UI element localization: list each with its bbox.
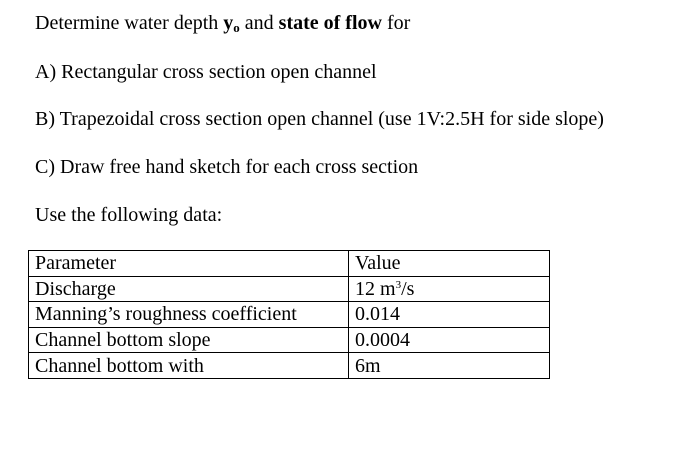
problem-statement [35, 11, 410, 35]
value-cell: 0.014 [349, 302, 550, 328]
value-cell: 12 $m^3/s$ [349, 276, 550, 302]
intro-and: and [239, 12, 279, 34]
value-cell: 0.0004 [349, 327, 550, 353]
table-row [29, 327, 550, 353]
header-parameter: Parameter [29, 251, 349, 277]
state-of-flow: state of flow [278, 12, 382, 34]
header-value: Value [349, 251, 550, 277]
parameter-table [28, 250, 550, 379]
item-a: A) Rectangular cross section open channel [35, 61, 377, 83]
item-b: B) Trapezoidal cross section open channel (use 1V:2.5H for side slope) [35, 108, 604, 130]
parameter-cell: Channel bottom with [29, 353, 349, 379]
depth-variable: $y_o$ [223, 12, 240, 35]
depth-subscript: o [233, 20, 240, 35]
value-cell: 6m [349, 353, 550, 379]
table-row [29, 353, 550, 379]
table-row [29, 302, 550, 328]
intro-text: Determine water depth [35, 12, 224, 34]
data-intro: Use the following data: [35, 204, 223, 226]
parameter-cell: Manning’s roughness coefficient [29, 302, 349, 328]
item-c: C) Draw free hand sketch for each cross section [35, 156, 419, 178]
table-row [29, 276, 550, 302]
parameter-cell: Discharge [29, 276, 349, 302]
table-header-row [29, 251, 550, 277]
parameter-cell: Channel bottom slope [29, 327, 349, 353]
intro-for: for [381, 12, 411, 34]
